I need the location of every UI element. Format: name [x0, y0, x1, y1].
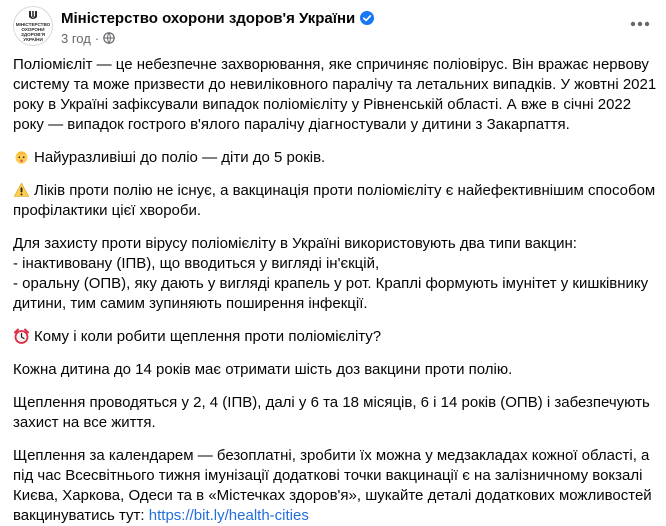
post-header [13, 6, 374, 50]
paragraph-no-cure: Ліків проти полію не існує, а вакцинація проти поліомієліту є найефективнішим способом профілактики цієї хвороби. [13, 182, 656, 219]
warning-emoji-icon [13, 182, 30, 198]
alarm-clock-emoji-icon [13, 328, 30, 344]
post-meta [61, 9, 374, 46]
avatar-caption: МІНІСТЕРСТВО ОХОРОНИ ЗДОРОВ'Я УКРАЇНИ [15, 22, 51, 42]
more-dots-icon [630, 21, 650, 27]
paragraph-intro: Поліомієліт — це небезпечне захворювання, яке спричиняє поліовірус. Він вражає нервову систему та може призвести до невиліковного паралічу та летальних випадків. У жовтні 2021 року в Україні зафіксували випадок поліомієліту у Рівненській області. А вже в січні 2022 року — випадок гострого в'ялого паралічу діагностували у дитини з Закарпаття. [13, 56, 657, 133]
paragraph-six-doses: Кожна дитина до 14 років має отримати шість доз вакцини проти полію. [13, 361, 513, 378]
health-cities-link[interactable]: https://bit.ly/health-cities [148, 507, 309, 524]
paragraph-question: Кому і коли робити щеплення проти поліомієліту? [13, 327, 659, 347]
avatar[interactable] [13, 6, 53, 46]
post-timestamp[interactable]: 3 год [61, 30, 91, 46]
separator-dot: · [94, 30, 100, 46]
baby-emoji-icon [13, 149, 30, 165]
verified-badge-icon [360, 11, 374, 25]
page-name[interactable]: Міністерство охорони здоров'я України [61, 9, 356, 27]
more-options-button[interactable] [624, 12, 656, 36]
trident-crest-icon [28, 10, 38, 21]
post-subline [61, 30, 374, 46]
paragraph-vaccine-types: Для захисту проти вірусу поліомієліту в Україні використовують два типи вакцин: - інактивовану (ІПВ), що вводиться у вигляді ін'єкцій, - оральну (ОПВ), яку дають у вигляді крапель у рот. Краплі формують імунітет у кишківнику дитини, тим самим зупиняють поширення інфекції. [13, 235, 649, 312]
page-name-line [61, 9, 374, 27]
paragraph-schedule: Щеплення проводяться у 2, 4 (ІПВ), далі у 6 та 18 місяців, 6 і 14 років (ОПВ) і забезпечують захист на все життя. [13, 394, 650, 431]
paragraph-vulnerable: Найуразливіші до поліо — діти до 5 років. [13, 148, 659, 168]
paragraph-free-vaccination: Щеплення за календарем — безоплатні, зробити їх можна у медзакладах кожної області, а під час Всесвітнього тижня імунізації додаткові точки вакцинації є на залізничному вокзалі Києва, Харкова, Одеси та в «Містечках здоров'я», шукайте деталі додаткових можливостей вакцинуватись тут: https://bit.ly/health-cities [13, 447, 652, 524]
post-body [13, 55, 659, 526]
globe-icon[interactable] [103, 32, 115, 44]
